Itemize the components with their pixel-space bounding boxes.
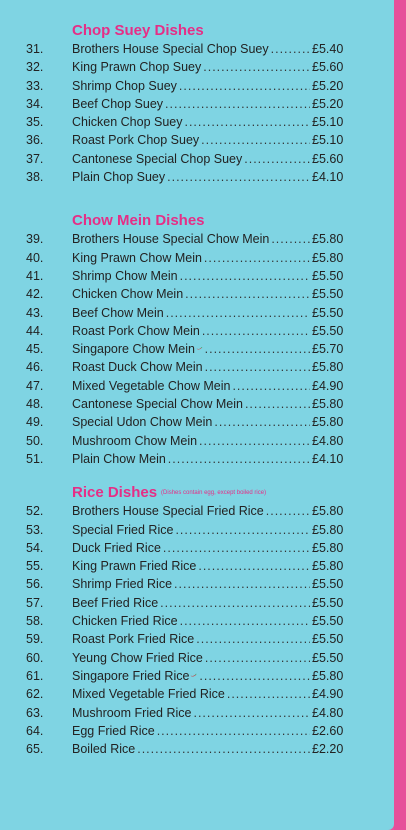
menu-item — [0, 415, 394, 433]
menu-item — [0, 434, 394, 452]
item-number: 53. — [26, 522, 44, 537]
dot-leader — [232, 379, 310, 393]
menu-item — [0, 251, 394, 269]
dot-leader — [184, 115, 310, 129]
item-name: Singapore Fried Rice — [72, 668, 190, 683]
item-name: Duck Fried Rice — [72, 540, 161, 555]
menu-item — [0, 306, 394, 324]
section-spacer — [0, 188, 394, 210]
dot-leader — [180, 269, 310, 283]
item-number: 60. — [26, 650, 44, 665]
item-number: 52. — [26, 504, 44, 519]
item-name: Egg Fried Rice — [72, 723, 155, 738]
item-price: £5.80 — [312, 232, 344, 247]
dot-leader — [214, 415, 310, 429]
item-price: £5.70 — [312, 342, 344, 357]
dot-leader — [227, 687, 310, 701]
menu-section — [0, 20, 394, 188]
item-name: Plain Chow Mein — [72, 451, 166, 466]
menu-item — [0, 504, 394, 522]
item-number: 59. — [26, 632, 44, 647]
item-price: £2.20 — [312, 742, 344, 757]
menu-item — [0, 170, 394, 188]
section-title-text: Chow Mein Dishes — [72, 212, 205, 230]
item-price: £2.60 — [312, 723, 344, 738]
item-price: £4.10 — [312, 451, 344, 466]
item-price: £4.90 — [312, 378, 344, 393]
dot-leader — [174, 577, 310, 591]
item-price: £5.80 — [312, 397, 344, 412]
item-price: £5.80 — [312, 415, 344, 430]
item-price: £5.50 — [312, 614, 344, 629]
item-price: £5.80 — [312, 522, 344, 537]
item-price: £5.50 — [312, 268, 344, 283]
menu-item — [0, 379, 394, 397]
section-title — [0, 482, 394, 504]
menu-item — [0, 42, 394, 60]
item-price: £5.50 — [312, 595, 344, 610]
item-price: £5.50 — [312, 323, 344, 338]
item-name: Beef Chow Mein — [72, 305, 164, 320]
menu-item — [0, 324, 394, 342]
menu-item — [0, 523, 394, 541]
item-number: 63. — [26, 705, 44, 720]
item-name: Boiled Rice — [72, 742, 136, 757]
item-name: Chicken Chow Mein — [72, 287, 184, 302]
item-name: Brothers House Special Chow Mein — [72, 232, 270, 247]
menu-item — [0, 687, 394, 705]
menu-item — [0, 133, 394, 151]
dot-leader — [271, 232, 310, 246]
dot-leader — [175, 523, 310, 537]
item-price: £5.50 — [312, 577, 344, 592]
item-name: Roast Pork Fried Rice — [72, 632, 195, 647]
section-title — [0, 210, 394, 232]
menu-item — [0, 452, 394, 470]
chili-pepper-icon — [190, 670, 197, 680]
dot-leader — [163, 541, 310, 555]
dot-leader — [204, 251, 310, 265]
menu-item — [0, 360, 394, 378]
item-number: 34. — [26, 96, 44, 111]
item-number: 65. — [26, 742, 44, 757]
item-price: £4.90 — [312, 687, 344, 702]
item-name: Brothers House Special Chop Suey — [72, 42, 269, 56]
dot-leader — [271, 42, 310, 56]
item-name: Plain Chop Suey — [72, 170, 166, 185]
menu-item — [0, 397, 394, 415]
item-price: £5.80 — [312, 504, 344, 519]
menu-item — [0, 706, 394, 724]
menu-item — [0, 60, 394, 78]
menu-item — [0, 79, 394, 97]
item-name: Roast Pork Chow Mein — [72, 323, 200, 338]
dot-leader — [198, 559, 310, 573]
dot-leader — [202, 324, 310, 338]
item-price: £5.60 — [312, 60, 344, 75]
item-name: Yeung Chow Fried Rice — [72, 650, 203, 665]
dot-leader — [157, 724, 310, 738]
menu-item — [0, 651, 394, 669]
border-strip — [394, 0, 406, 830]
menu-item — [0, 596, 394, 614]
dot-leader — [205, 651, 310, 665]
item-price: £5.80 — [312, 360, 344, 375]
section-title — [0, 20, 394, 42]
item-name: Cantonese Special Chop Suey — [72, 151, 243, 166]
item-number: 35. — [26, 115, 44, 130]
item-number: 42. — [26, 287, 44, 302]
item-number: 32. — [26, 60, 44, 75]
item-price: £4.80 — [312, 705, 344, 720]
item-price: £5.80 — [312, 540, 344, 555]
menu-section — [0, 210, 394, 470]
item-price: £5.50 — [312, 287, 344, 302]
dot-leader — [203, 60, 310, 74]
item-name: Chicken Chop Suey — [72, 115, 183, 130]
item-name: Singapore Chow Mein — [72, 342, 195, 357]
menu-item — [0, 541, 394, 559]
menu-item — [0, 97, 394, 115]
item-name: Roast Duck Chow Mein — [72, 360, 203, 375]
section-title-text: Rice Dishes — [72, 484, 158, 502]
menu-item — [0, 269, 394, 287]
dot-leader — [199, 669, 310, 683]
item-number: 48. — [26, 397, 44, 412]
item-name: Shrimp Chop Suey — [72, 78, 177, 93]
dot-leader — [137, 742, 310, 756]
item-price: £5.20 — [312, 96, 344, 111]
item-name: Special Udon Chow Mein — [72, 415, 213, 430]
item-name: Mushroom Chow Mein — [72, 433, 198, 448]
dot-leader — [201, 133, 310, 147]
item-number: 36. — [26, 133, 44, 148]
item-number: 33. — [26, 78, 44, 93]
item-name: Shrimp Chow Mein — [72, 268, 178, 283]
item-price: £5.50 — [312, 650, 344, 665]
item-number: 44. — [26, 323, 44, 338]
item-number: 45. — [26, 342, 44, 357]
section-title-text: Chop Suey Dishes — [72, 22, 204, 39]
item-price: £5.20 — [312, 78, 344, 93]
menu-item — [0, 577, 394, 595]
item-number: 58. — [26, 614, 44, 629]
item-number: 41. — [26, 268, 44, 283]
item-name: Shrimp Fried Rice — [72, 577, 173, 592]
menu-item — [0, 742, 394, 760]
item-price: £5.60 — [312, 151, 344, 166]
dot-leader — [168, 452, 310, 466]
item-number: 43. — [26, 305, 44, 320]
menu-item — [0, 342, 394, 360]
item-number: 40. — [26, 250, 44, 265]
dot-leader — [166, 306, 310, 320]
dot-leader — [205, 360, 310, 374]
item-number: 39. — [26, 232, 44, 247]
item-number: 47. — [26, 378, 44, 393]
dot-leader — [205, 342, 310, 356]
menu-item — [0, 632, 394, 650]
item-price: £5.80 — [312, 559, 344, 574]
item-number: 51. — [26, 451, 44, 466]
section-spacer — [0, 470, 394, 482]
item-name: Mushroom Fried Rice — [72, 705, 192, 720]
item-name: Cantonese Special Chow Mein — [72, 397, 243, 412]
item-price: £5.40 — [312, 42, 344, 56]
chili-pepper-icon — [196, 343, 203, 353]
dot-leader — [185, 287, 310, 301]
dot-leader — [199, 434, 310, 448]
item-name: Mixed Vegetable Chow Mein — [72, 378, 231, 393]
item-price: £5.50 — [312, 632, 344, 647]
item-name: Special Fried Rice — [72, 522, 174, 537]
menu-item — [0, 152, 394, 170]
menu-item — [0, 724, 394, 742]
dot-leader — [180, 614, 310, 628]
menu-item — [0, 115, 394, 133]
item-number: 61. — [26, 668, 44, 683]
item-number: 62. — [26, 687, 44, 702]
menu-item — [0, 669, 394, 687]
dot-leader — [160, 596, 310, 610]
item-number: 38. — [26, 170, 44, 185]
menu-list — [0, 20, 394, 760]
item-number: 56. — [26, 577, 44, 592]
section-note: (Dishes contain egg, except boiled rice) — [161, 490, 267, 497]
item-number: 31. — [26, 42, 44, 56]
item-number: 49. — [26, 415, 44, 430]
item-name: Chicken Fried Rice — [72, 614, 178, 629]
item-name: King Prawn Chop Suey — [72, 60, 202, 75]
item-number: 57. — [26, 595, 44, 610]
dot-leader — [266, 504, 310, 518]
dot-leader — [165, 97, 310, 111]
item-price: £5.80 — [312, 668, 344, 683]
item-name: Roast Pork Chop Suey — [72, 133, 200, 148]
menu-item — [0, 559, 394, 577]
item-name: King Prawn Fried Rice — [72, 559, 197, 574]
item-name: King Prawn Chow Mein — [72, 250, 202, 265]
dot-leader — [244, 152, 310, 166]
dot-leader — [167, 170, 310, 184]
item-price: £5.80 — [312, 250, 344, 265]
item-price: £4.80 — [312, 433, 344, 448]
menu-item — [0, 232, 394, 250]
menu-section — [0, 482, 394, 760]
item-price: £5.10 — [312, 115, 344, 130]
item-number: 54. — [26, 540, 44, 555]
item-price: £5.50 — [312, 305, 344, 320]
item-price: £5.10 — [312, 133, 344, 148]
dot-leader — [245, 397, 310, 411]
dot-leader — [196, 632, 310, 646]
item-number: 46. — [26, 360, 44, 375]
item-name: Beef Chop Suey — [72, 96, 164, 111]
item-number: 55. — [26, 559, 44, 574]
item-price: £4.10 — [312, 170, 344, 185]
item-number: 37. — [26, 151, 44, 166]
item-number: 50. — [26, 433, 44, 448]
menu-item — [0, 614, 394, 632]
dot-leader — [193, 706, 310, 720]
dot-leader — [179, 79, 310, 93]
item-name: Mixed Vegetable Fried Rice — [72, 687, 225, 702]
item-name: Brothers House Special Fried Rice — [72, 504, 264, 519]
item-name: Beef Fried Rice — [72, 595, 159, 610]
menu-item — [0, 287, 394, 305]
item-number: 64. — [26, 723, 44, 738]
